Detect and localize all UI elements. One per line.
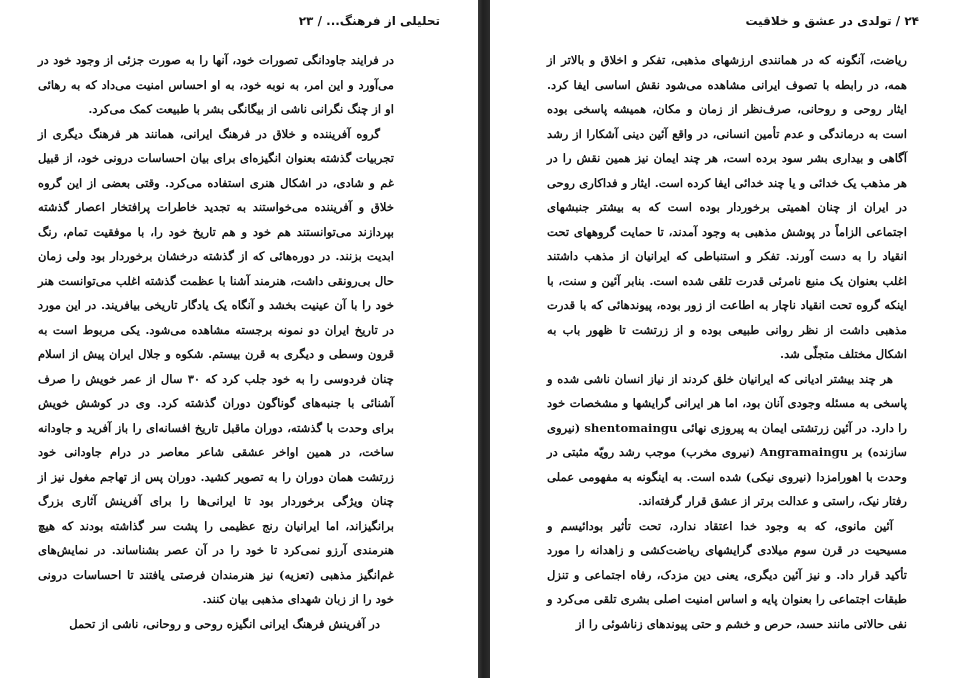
left-page-header xyxy=(0,14,478,32)
right-paragraph-1: ریاضت، آنگونه که در همانندی ارزشهای مذهبی، تفکر و اخلاق و بالاتر از همه، در رابطه با تصوف ایرانی مشاهده می‌شود نقش اساسی ایفا کرد. ایثار روحی و روحانی، صرف‌نظر از زمان و مکان، همیشه پاسخی بوده است به درماندگی و عدم تأمین انسانی، در واقع آئین دینی آشکارا از رشد آگاهی و بیداری بشر سود برده است، هر چند ایمان نیز همین نقش را در هر مذهب یک خدائی و یا چند خدائی ایفا کرده است. ایثار و فداکاری روحی در ایران از چنان اهمیتی برخوردار بوده است که به بیشتر جنبشهای اجتماعی الزاماً در پوشش مذهبی به وجود آمدند، تا حمایت گروههای تحت انقیاد را به دست آورند. تفکر و استنباطی که ایرانیان از مذهب داشتند اغلب بعنوان یک منبع نامرئی قدرت تلقی شده است. بنابر آئین و سنت، با اینکه گروه تحت انقیاد ناچار به اطاعت از زور بوده، پیوندهائی که با قدرت مذهبی داشت از نظر روانی طبیعی بوده و از زرتشت تا ظهور باب به اشکال مختلف متجلّی شد. xyxy=(547,53,907,361)
right-paragraph-2: هر چند بیشتر ادیانی که ایرانیان خلق کردند از نیاز انسان ناشی شده و پاسخی به مسئله وجودی آنان بود، اما هر ایرانی گرایشها و مشخصات خود را دارد. در آئین زرتشتی ایمان به پیروزی نهائی shentomaingu (نیروی سازنده) بر Angramaingu (نیروی مخرب) موجب رشد رویّه مثبتی در وحدت با اهورامزدا (نیروی نیکی) شده است. به اینگونه به مفهومی عملی رفتار نیک، راستی و عدالت برتر از عشق قرار گرفته‌اند. xyxy=(547,371,907,508)
right-page xyxy=(490,0,965,678)
left-paragraph-3: در آفرینش فرهنگ ایرانی انگیزه روحی و روحانی، ناشی از تحمل xyxy=(69,616,380,631)
right-page-body xyxy=(547,48,907,636)
left-paragraph-2: گروه آفریننده و خلاق در فرهنگ ایرانی، همانند هر فرهنگ دیگری از تجربیات گذشته بعنوان انگیزه‌ای برای بیان احساسات درونی خود، از قبیل غم و شادی، در اشکال هنری استفاده می‌کرد. وقتی بعضی از این گروه خلاق و آفریننده می‌خواستند به تجدید خاطرات پرافتخار اعصار گذشته بپردازند می‌توانستند هم خود و هم تاریخ خود را، با موفقیت تمام، رنگ ابدیت بزنند. در دوره‌هائی که از گذشته درخشان برخوردار بود ولی زمان حال بی‌رونقی داشت، هنرمند آشنا با عظمت گذشته اغلب می‌توانست هنر خود را با آن عینیت بخشد و آنگاه یک یادگار تاریخی بیافریند. در این مورد در تاریخ ایران دو نمونه برجسته مشاهده می‌شود. یکی مربوط است به قرون وسطی و دیگری به قرن بیستم. شکوه و جلال ایران پیش از اسلام چنان فردوسی را به خود جلب کرد که ۳۰ سال از عمر خویش را صرف آشنائی با جنبه‌های گوناگون دوران گذشته کرد. وی در کوشش خویش برای وحدت با گذشته، دوران ماقبل تاریخ افسانه‌ای را باز آفرید و جاودانه ساخت، در همین اواخر عشقی شاعر معاصر در درام جاودانی خود زرتشت همان دوران را به تصویر کشید. دوران پس از تهاجم مغول نیز از چنان ویژگی برخوردار بود تا ایرانی‌ها را برای آفرینش آثاری بزرگ برانگیزاند، اما ایرانیان رنج عظیمی را پشت سر گذاشته بودند که هیچ هنرمندی آرزو نمی‌کرد تا خود را در آن عصر بشناساند. در نمایش‌های غم‌انگیز مذهبی (تعزیه) نیز هنرمندان فرصتی یافتند تا احساسات درونی خود را از زبان شهدای مذهبی بیان کنند. xyxy=(38,126,394,606)
right-paragraph-3: آئین مانوی، که به وجود خدا اعتقاد ندارد، تحت تأثیر بودائیسم و مسیحیت در قرن سوم میلادی گرایشهای ریاضت‌کشی و زاهدانه را مورد تأکید قرار داد. و نیز آئین دیگری، یعنی دین مزدک، رفاه اجتماعی و تنزل طبقات اجتماعی را بعنوان پایه و اساس امنیت اصلی بشری تلقی می‌کرد و نفی حالاتی مانند حسد، حرص و خشم و حتی پیوندهای زناشوئی را از xyxy=(547,518,907,631)
left-page-header-text: تحلیلی از فرهنگ... / ۲۳ xyxy=(298,14,440,28)
right-page-header xyxy=(490,14,965,32)
left-paragraph-1: در فرایند جاودانگی تصورات خود، آنها را به صورت جزئی از وجود خود در می‌آورد و این امر، به نوبه خود، به او احساس امنیت می‌داد که به رهائی او از چنگ نگرانی ناشی از بیگانگی بشر با طبیعت کمک می‌کرد. xyxy=(38,53,394,116)
book-spine-gutter xyxy=(478,0,490,678)
right-page-header-text: ۲۴ / تولدی در عشق و خلاقیت xyxy=(745,14,919,28)
left-page-body xyxy=(38,48,394,636)
left-page xyxy=(0,0,478,678)
